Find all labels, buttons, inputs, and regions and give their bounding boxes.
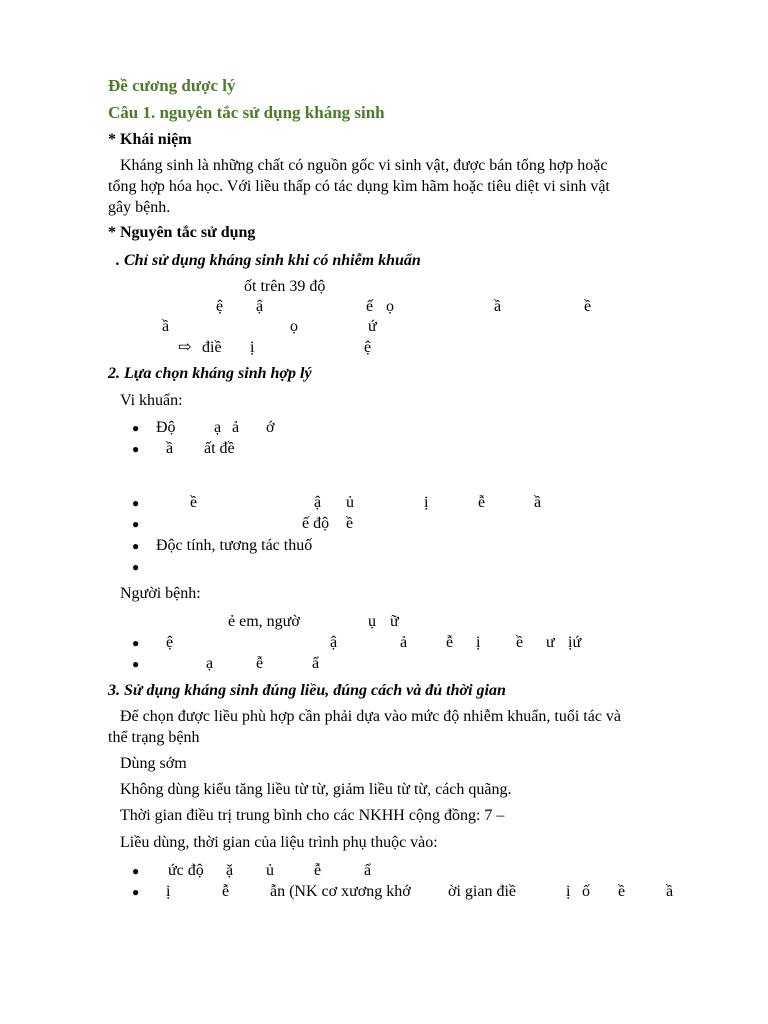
principle-2-heading: 2. Lựa chọn kháng sinh hợp lý xyxy=(108,365,312,382)
concept-line-2: tổng hợp hóa học. Với liều thấp có tác dụng kìm hãm hoặc tiêu diệt vi sinh vật xyxy=(108,178,610,195)
fragment-text: ầ xyxy=(494,298,502,315)
fragment-text: ủ xyxy=(266,862,274,879)
bullet-icon: ● xyxy=(132,864,140,878)
principle-1-heading: . Chỉ sử dụng kháng sinh khi có nhiễm khuẩn xyxy=(116,252,421,269)
fragment-text: ả xyxy=(232,419,240,436)
bullet-icon: ● xyxy=(132,421,140,435)
concept-line-1: Kháng sinh là những chất có nguồn gốc vi sinh vật, được bán tổng hợp hoặc xyxy=(120,157,608,174)
fragment-text: Độc tính, tương tác thuố xyxy=(156,537,313,554)
arrow-icon: ⇨ xyxy=(178,339,192,356)
fragment-text: ễ xyxy=(314,862,322,879)
document-title: Đề cương dược lý xyxy=(108,76,236,95)
fragment-text: ạ xyxy=(214,419,222,436)
fragment-text: ầ xyxy=(534,494,542,511)
fragment-text: ẩ xyxy=(312,655,320,672)
fragment-text: ư xyxy=(546,634,555,651)
fragment-text: ất đề xyxy=(204,440,235,457)
fragment-text: Độ xyxy=(156,419,176,436)
bullet-icon: ● xyxy=(132,636,140,650)
p3-line-4: Không dùng kiểu tăng liều từ từ, giảm liều từ từ, cách quãng. xyxy=(120,781,512,798)
fragment-text: ầ xyxy=(166,440,174,457)
p3-line-6: Liều dùng, thời gian của liệu trình phụ thuộc vào: xyxy=(120,834,438,851)
fragment-text: ị xyxy=(566,883,571,900)
patient-label: Người bệnh: xyxy=(120,585,201,602)
fragment-text: ốt trên 39 độ xyxy=(244,278,326,295)
fragment-text: ị xyxy=(424,494,429,511)
fragment-text: ặ xyxy=(226,862,234,879)
fragment-text: ẻ em, ngườ xyxy=(228,613,300,630)
fragment-text: ọ xyxy=(386,298,394,315)
fragment-text: ế độ xyxy=(302,515,330,532)
p3-line-3: Dùng sớm xyxy=(120,755,187,772)
fragment-text: ữ xyxy=(390,613,399,630)
fragment-text: điề xyxy=(202,339,222,356)
p3-line-5: Thời gian điều trị trung bình cho các NKHH cộng đồng: 7 – xyxy=(120,807,505,824)
p3-line-1: Để chọn được liều phù hợp cần phải dựa vào mức độ nhiễm khuẩn, tuổi tác và xyxy=(120,708,622,725)
principle-heading: * Nguyên tắc sử dụng xyxy=(108,224,256,241)
fragment-text: ời gian điề xyxy=(448,883,516,900)
fragment-text: ủ xyxy=(346,494,354,511)
p3-line-2: thể trạng bệnh xyxy=(108,729,200,746)
fragment-text: ễ xyxy=(478,494,486,511)
bullet-icon: ● xyxy=(132,496,140,510)
fragment-text: ề xyxy=(516,634,524,651)
fragment-text: ị xyxy=(250,339,255,356)
fragment-text: ịứ xyxy=(568,634,582,651)
fragment-text: ễ xyxy=(446,634,454,651)
fragment-text: ị xyxy=(476,634,481,651)
fragment-text: ố xyxy=(582,883,590,900)
concept-heading: * Khái niệm xyxy=(108,131,192,148)
bullet-icon: ● xyxy=(132,442,140,456)
fragment-text: ứ xyxy=(368,318,377,335)
fragment-text: ị xyxy=(166,883,171,900)
fragment-text: ề xyxy=(190,494,198,511)
fragment-text: ề xyxy=(584,298,592,315)
fragment-text: ề xyxy=(618,883,626,900)
fragment-text: ễ xyxy=(222,883,230,900)
bullet-icon: ● xyxy=(132,560,140,574)
fragment-text: ức độ xyxy=(168,862,204,879)
bullet-icon: ● xyxy=(132,657,140,671)
fragment-text: ệ xyxy=(364,339,372,356)
bullet-icon: ● xyxy=(132,539,140,553)
fragment-text: ọ xyxy=(290,318,298,335)
fragment-text: ễ xyxy=(256,655,264,672)
fragment-text: ầ xyxy=(162,318,170,335)
bullet-icon: ● xyxy=(132,517,140,531)
fragment-text: ả xyxy=(400,634,408,651)
fragment-text: ề xyxy=(346,515,354,532)
fragment-text: ệ xyxy=(216,298,224,315)
fragment-text: ẩ xyxy=(364,862,372,879)
fragment-text: ẫn (NK cơ xương khớ xyxy=(270,883,411,900)
fragment-text: ậ xyxy=(314,494,322,511)
fragment-text: ệ xyxy=(166,634,174,651)
principle-3-heading: 3. Sử dụng kháng sinh đúng liều, đúng cách và đủ thời gian xyxy=(108,682,506,699)
fragment-text: ậ xyxy=(256,298,264,315)
fragment-text: ạ xyxy=(206,655,214,672)
fragment-text: ậ xyxy=(330,634,338,651)
bacteria-label: Vi khuẩn: xyxy=(120,392,183,409)
fragment-text: ầ xyxy=(666,883,674,900)
fragment-text: ế xyxy=(366,298,374,315)
question-1-heading: Câu 1. nguyên tắc sử dụng kháng sinh xyxy=(108,103,385,122)
fragment-text: ụ xyxy=(368,613,376,630)
fragment-text: ớ xyxy=(266,419,275,436)
concept-line-3: gây bệnh. xyxy=(108,199,171,216)
bullet-icon: ● xyxy=(132,885,140,899)
